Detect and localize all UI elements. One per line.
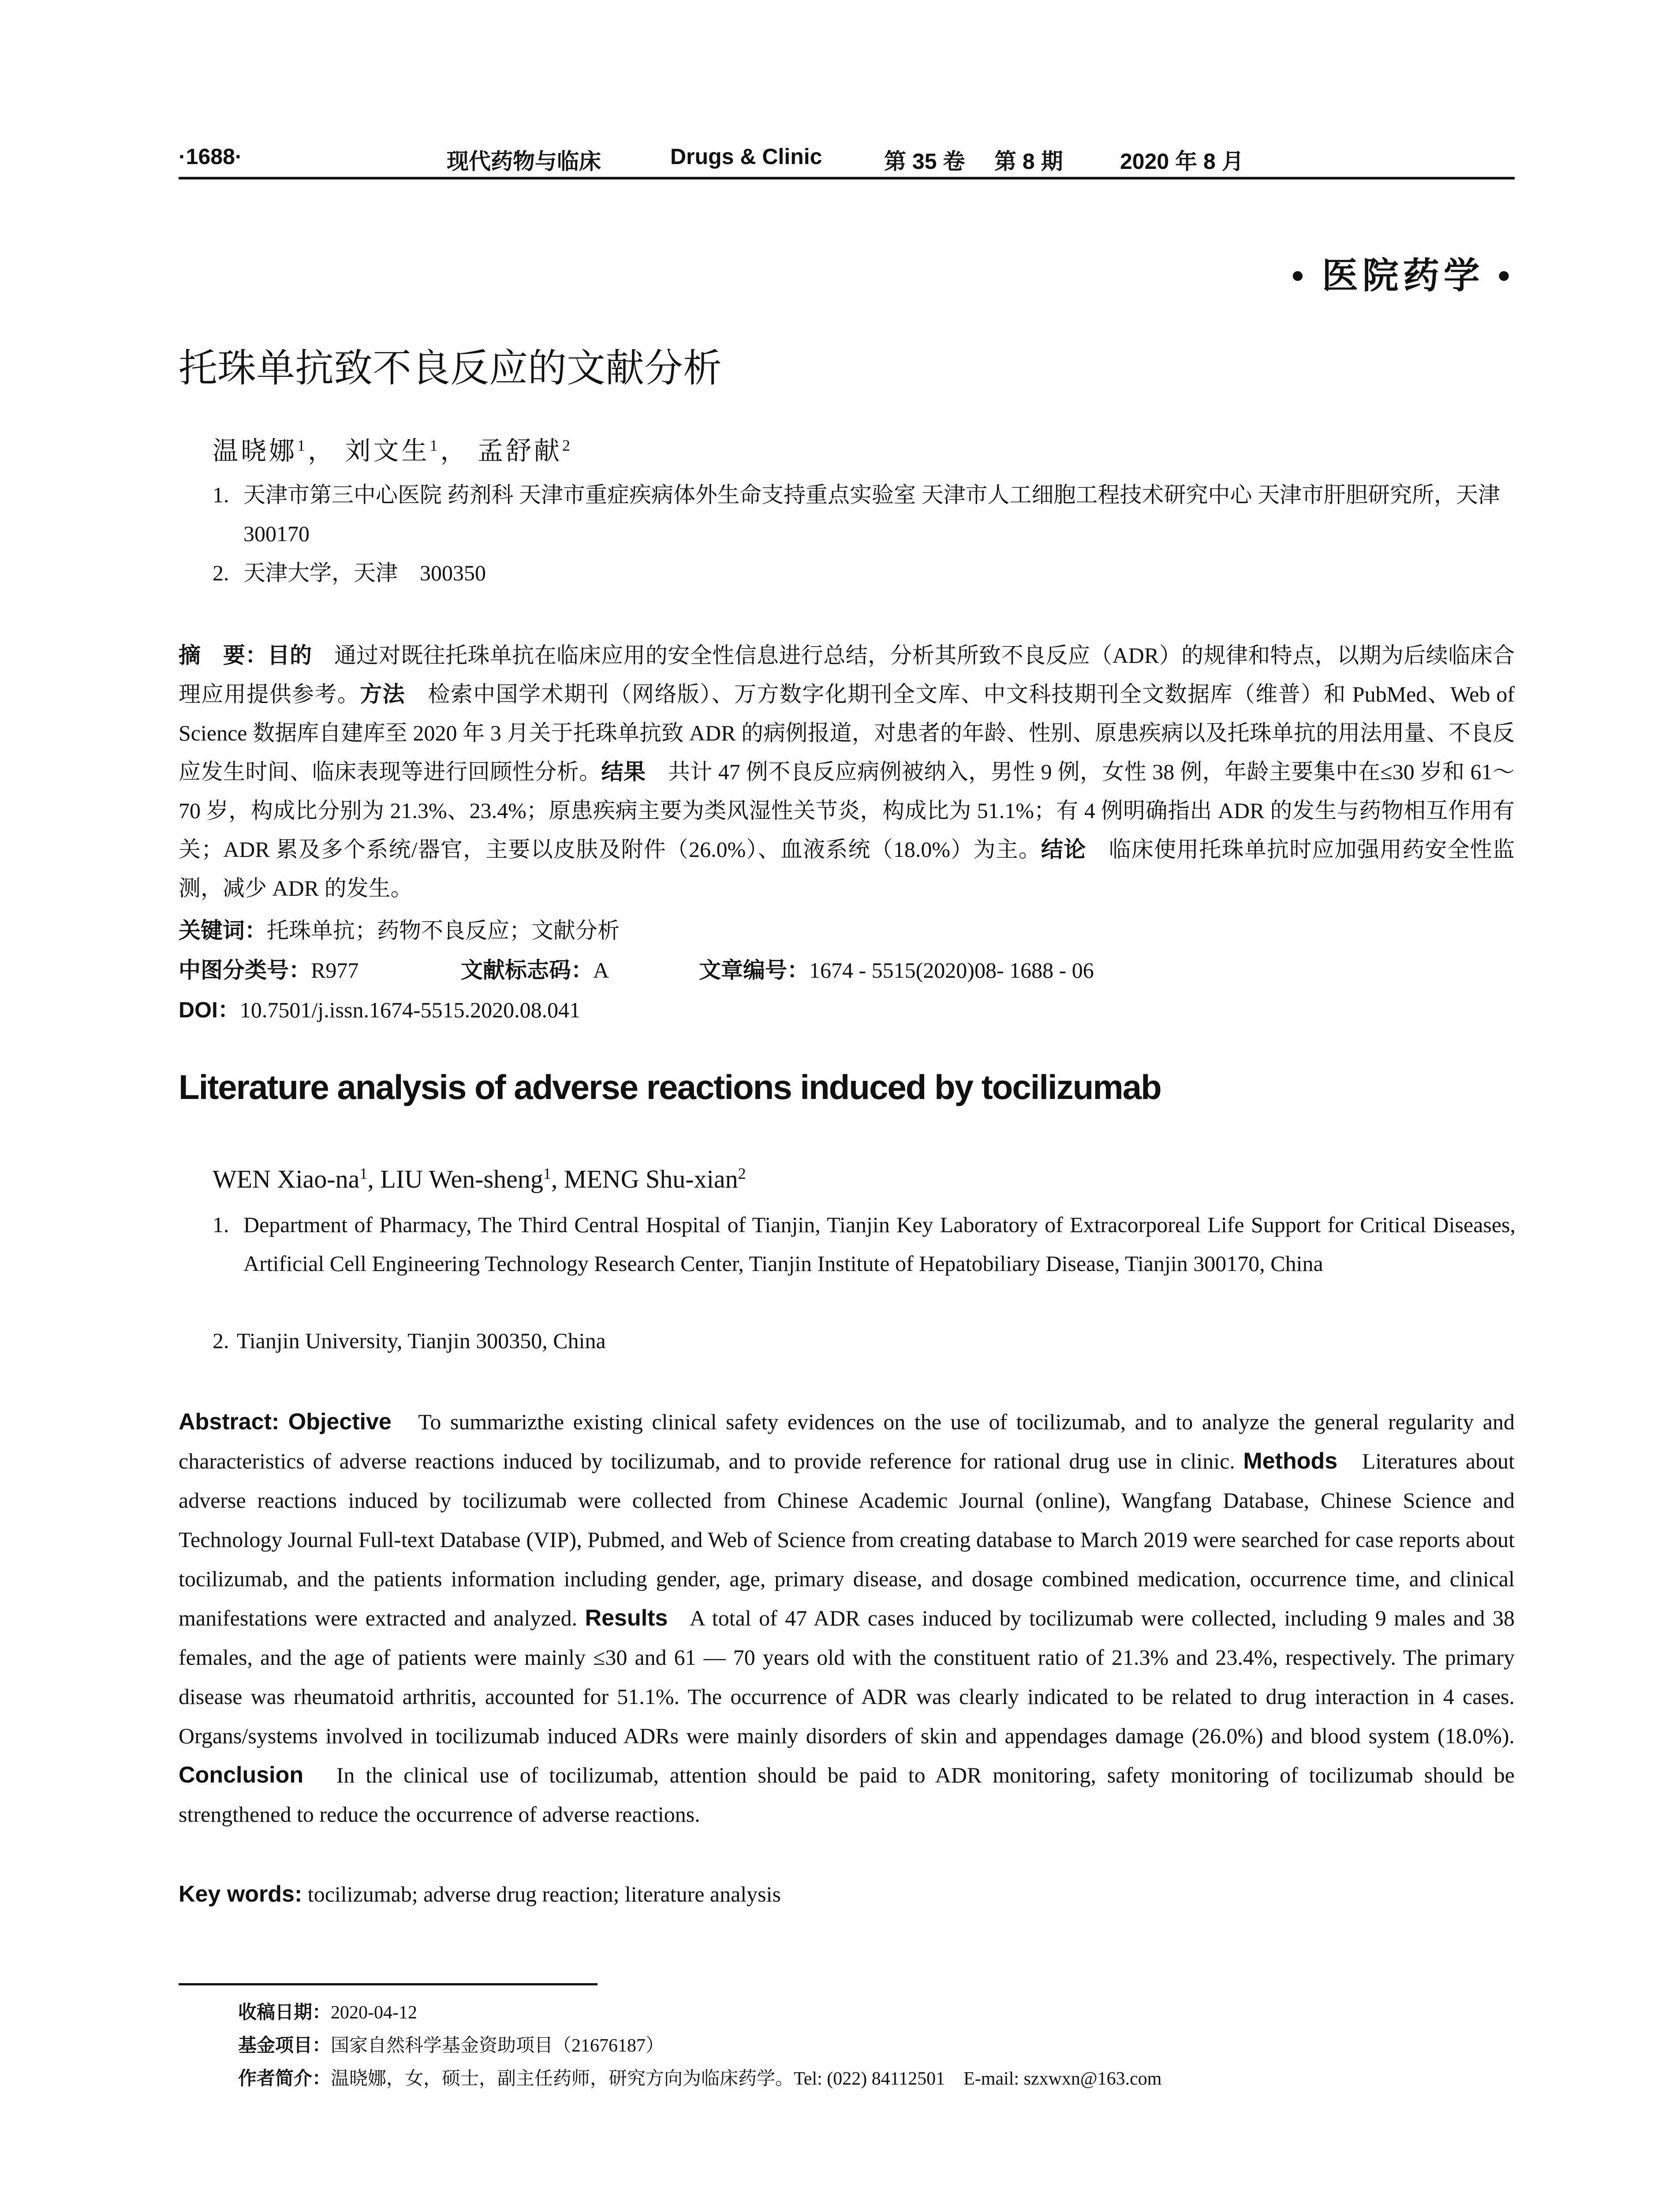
footnote-text: 国家自然科学基金资助项目（21676187） [331,2036,665,2056]
affiliation-en-2 [213,1321,1516,1360]
methods-label: 方法 [360,682,406,706]
affiliation-en-1 [213,1205,1516,1283]
keywords-label: 关键词： [179,918,267,943]
running-header [179,140,1515,180]
objective-label: 目的 [267,643,312,668]
footnote-label: 基金项目： [238,2035,331,2056]
page-title-en: Literature analysis of adverse reactions induced by tocilizumab [179,1068,1161,1106]
doc-code-label: 文献标志码： [461,958,593,983]
methods-label: Methods [1243,1448,1338,1474]
journal-name-cn: 现代药物与临床 [447,149,601,174]
author-affil-mark: 2 [738,1165,746,1183]
affiliation-number: 1. [213,482,229,507]
methods-text: Literatures about adverse reactions induced by tocilizumab were collected from Chinese Academic Journal (online), Wangfang Database, Chinese Science and Technology Journal Full-text Database (VIP), Pubmed, and Web of Science from creating database to March 2019 were searched for case reports about tocilizumab, and the patients information including gender, age, primary disease, and dosage combined medication, occurrence time, and clinical manifestations were extracted and analyzed. [179,1449,1515,1630]
keywords-en [179,1881,781,1907]
footnote-author-bio [238,2064,1161,2090]
keywords-label: Key words: [179,1881,302,1907]
article-no-value: 1674 - 5515(2020)08- 1688 - 06 [809,958,1094,983]
doc-code-value: A [593,958,609,983]
objective-text: To summarizthe existing clinical safety evidences on the use of tocilizumab, and to analyze the general regularity and characteristics of adverse reactions induced by tocilizumab, and to provide reference for rational drug use in clinic. [179,1409,1515,1473]
footnote-text: 2020-04-12 [331,2003,417,2023]
author-affil-mark: 1 [297,437,308,455]
author-affil-mark: 1 [359,1165,368,1183]
author-name: LIU Wen-sheng [380,1165,543,1193]
affiliation-text: Tianjin University, Tianjin 300350, China [237,1328,606,1353]
author-name: 温晓娜 [213,437,298,465]
results-text: 共计 47 例不良反应病例被纳入，男性 9 例，女性 38 例，年龄主要集中在≤30 岁和 61～70 岁，构成比分别为 21.3%、23.4%；原患疾病主要为类风湿性关节炎，构成比为 51.1%；有 4 例明确指出 ADR 的发生与药物相互作用有关；ADR 累及多个系统/器官，主要以皮肤及附件（26.0%）、血液系统（18.0%）为主。 [179,759,1515,862]
affiliation-cn-2 [213,553,1516,592]
authors-cn: 温晓娜$^1$， 刘文生$^1$， 孟舒献$^2$ [213,437,573,465]
objective-label: Objective [288,1409,392,1435]
section-title: • 医院药学 • [1291,256,1515,296]
affiliation-cn-1 [213,475,1522,553]
authors-en: WEN Xiao-$na^1$, LIU Wen-sheng$^1$, MENG Shu-xian$^2$ [213,1165,746,1193]
author-name: WEN Xiao-na [213,1165,360,1193]
results-text: A total of 47 ADR cases induced by tocilizumab were collected, including 9 males and 38 females, and the age of patients were mainly ≤30 and 61 — 70 years old with the constituent ratio of 21.3% and 23.4%, respectively. The primary disease was rheumatoid arthritis, accounted for 51.1%. The occurrence of ADR was clearly indicated to be related to drug interaction in 4 cases. Organs/systems involved in tocilizumab induced ADRs were mainly disorders of skin and appendages damage (26.0%) and blood system (18.0%). [179,1606,1515,1748]
author-name: 刘文生 [345,437,430,465]
results-label: Results [585,1605,668,1631]
footnote-text: 温晓娜，女，硕士，副主任药师，研究方向为临床药学。Tel: (022) 84112501 E-mail: szxwxn@163.com [331,2069,1162,2089]
footnote-rule [179,1983,597,1985]
article-no-label: 文章编号： [699,958,809,983]
footnote-label: 作者简介： [238,2068,331,2089]
keywords-cn [179,913,620,945]
results-label: 结果 [601,759,646,784]
affiliation-text: 天津市第三中心医院 药剂科 天津市重症疾病体外生命支持重点实验室 天津市人工细胞工程技术研究中心 天津市肝胆研究所，天津 300170 [243,482,1522,546]
page-number: ·1688· [179,144,243,169]
doi-line [179,992,580,1024]
keywords-text: tocilizumab; adverse drug reaction; literature analysis [307,1882,781,1906]
issue-date: 2020 年 8 月 [1120,149,1244,174]
author-affil-mark: 1 [543,1165,551,1183]
affiliation-number: 1. [213,1212,229,1237]
affiliation-text: Department of Pharmacy, The Third Central Hospital of Tianjin, Tianjin Key Laboratory of Extracorporeal Life Support for Critical Diseases, Artificial Cell Engineering Technology Research Center, Tianjin Institute of Hepatobiliary Disease, Tianjin 300170, China [243,1212,1516,1276]
conclusion-label: 结论 [1041,837,1086,862]
objective-text: 通过对既往托珠单抗在临床应用的安全性信息进行总结，分析其所致不良反应（ADR）的规律和特点，以期为后续临床合理应用提供参考。 [179,643,1515,706]
article-number [699,953,1094,984]
document-code [461,953,609,984]
page-title-cn: 托珠单抗致不良反应的文献分析 [179,346,722,390]
issue: 第 8 期 [994,149,1063,174]
author-name: MENG Shu-xian [564,1165,738,1193]
clc-code [179,953,358,984]
conclusion-text: 临床使用托珠单抗时应加强用药安全性监测，减少 ADR 的发生。 [179,837,1515,901]
clc-label: 中图分类号： [179,958,311,983]
header-rule [179,177,1515,179]
footnote-funding [238,2031,664,2057]
volume: 第 35 卷 [884,149,965,174]
clc-value: R977 [311,958,359,983]
affiliation-number: 2. [213,1328,229,1353]
journal-name-en: Drugs & Clinic [670,144,822,169]
footnote-received [238,1998,417,2024]
author-affil-mark: 2 [562,437,573,455]
abstract-en [179,1402,1515,1834]
abstract-cn [179,636,1515,908]
doi-label: DOI： [179,998,240,1022]
doi-value: 10.7501/j.issn.1674-5515.2020.08.041 [239,998,581,1022]
affiliation-text: 天津大学，天津 300350 [243,561,486,585]
abstract-label: 摘 要： [179,643,268,668]
affiliation-number: 2. [213,561,229,585]
methods-text: 检索中国学术期刊（网络版）、万方数字化期刊全文库、中文科技期刊全文数据库（维普）和 PubMed、Web of Science 数据库自建库至 2020 年 3 月关于托珠单抗致 ADR 的病例报道，对患者的年龄、性别、原患疾病以及托珠单抗的用法用量、不良反应发生时间、临床表现等进行回顾性分析。 [179,682,1515,784]
author-affil-mark: 1 [429,437,441,455]
abstract-label: Abstract: [179,1409,280,1435]
keywords-text: 托珠单抗；药物不良反应；文献分析 [267,918,620,943]
footnote-label: 收稿日期： [238,2002,331,2022]
conclusion-label: Conclusion [179,1762,304,1788]
conclusion-text: In the clinical use of tocilizumab, attention should be paid to ADR monitoring, safety monitoring of tocilizumab should be strengthened to reduce the occurrence of adverse reactions. [179,1763,1515,1827]
author-name: 孟舒献 [478,437,563,465]
